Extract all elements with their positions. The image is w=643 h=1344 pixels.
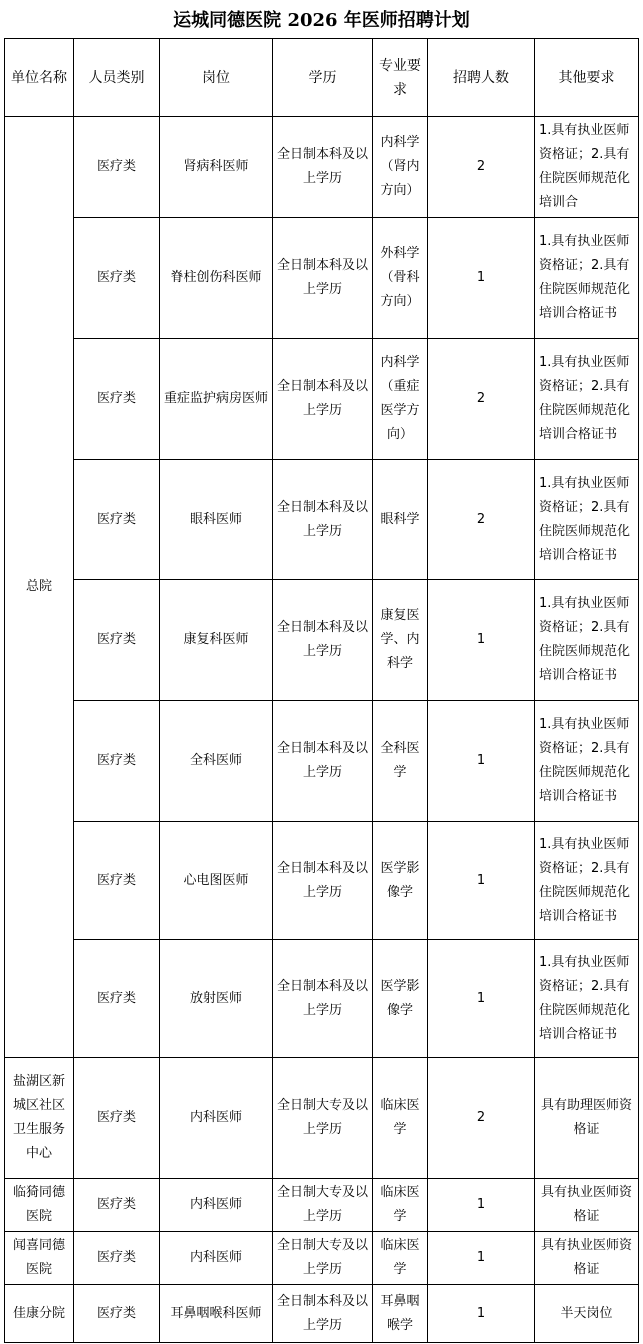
count-cell: 1 [428, 940, 535, 1058]
position-cell: 放射医师 [160, 940, 273, 1058]
unit-cell: 盐湖区新城区社区卫生服务中心 [5, 1058, 74, 1179]
header-education: 学历 [273, 39, 373, 117]
position-cell: 眼科医师 [160, 460, 273, 580]
table-row [5, 117, 639, 218]
category-cell: 医疗类 [74, 940, 160, 1058]
other-requirements-cell: 1.具有执业医师资格证；2.具有住院医师规范化培训合格证书 [535, 701, 639, 822]
major-cell: 眼科学 [373, 460, 428, 580]
header-category: 人员类别 [74, 39, 160, 117]
other-requirements-cell: 具有助理医师资格证 [535, 1058, 639, 1179]
header-other: 其他要求 [535, 39, 639, 117]
category-cell: 医疗类 [74, 701, 160, 822]
table-row [5, 822, 639, 940]
other-requirements-cell: 1.具有执业医师资格证；2.具有住院医师规范化培训合格证书 [535, 940, 639, 1058]
count-cell: 2 [428, 117, 535, 218]
position-cell: 内科医师 [160, 1232, 273, 1285]
table-row [5, 701, 639, 822]
category-cell: 医疗类 [74, 1232, 160, 1285]
category-cell: 医疗类 [74, 218, 160, 339]
other-requirements-cell: 1.具有执业医师资格证；2.具有住院医师规范化培训合格证书 [535, 218, 639, 339]
other-requirements-cell: 1.具有执业医师资格证；2.具有住院医师规范化培训合格证书 [535, 339, 639, 460]
other-requirements-cell: 1.具有执业医师资格证；2.具有住院医师规范化培训合格证书 [535, 580, 639, 701]
count-cell: 1 [428, 580, 535, 701]
count-cell: 1 [428, 218, 535, 339]
category-cell: 医疗类 [74, 1179, 160, 1232]
header-row [5, 39, 639, 117]
education-cell: 全日制本科及以上学历 [273, 460, 373, 580]
count-cell: 2 [428, 460, 535, 580]
count-cell: 1 [428, 822, 535, 940]
table-row [5, 1058, 639, 1179]
position-cell: 重症监护病房医师 [160, 339, 273, 460]
table-row [5, 1285, 639, 1343]
other-requirements-cell: 半天岗位 [535, 1285, 639, 1343]
education-cell: 全日制本科及以上学历 [273, 822, 373, 940]
position-cell: 心电图医师 [160, 822, 273, 940]
header-position: 岗位 [160, 39, 273, 117]
education-cell: 全日制大专及以上学历 [273, 1058, 373, 1179]
position-cell: 内科医师 [160, 1179, 273, 1232]
position-cell: 耳鼻咽喉科医师 [160, 1285, 273, 1343]
unit-cell: 临猗同德医院 [5, 1179, 74, 1232]
category-cell: 医疗类 [74, 1285, 160, 1343]
category-cell: 医疗类 [74, 339, 160, 460]
count-cell: 1 [428, 1179, 535, 1232]
education-cell: 全日制本科及以上学历 [273, 218, 373, 339]
major-cell: 临床医学 [373, 1179, 428, 1232]
category-cell: 医疗类 [74, 580, 160, 701]
major-cell: 耳鼻咽喉学 [373, 1285, 428, 1343]
page-title: 运城同德医院 2026 年医师招聘计划 [173, 10, 470, 31]
table-row [5, 339, 639, 460]
count-cell: 2 [428, 339, 535, 460]
education-cell: 全日制本科及以上学历 [273, 940, 373, 1058]
category-cell: 医疗类 [74, 1058, 160, 1179]
category-cell: 医疗类 [74, 117, 160, 218]
major-cell: 康复医学、内科学 [373, 580, 428, 701]
education-cell: 全日制大专及以上学历 [273, 1179, 373, 1232]
table-row [5, 218, 639, 339]
table-row [5, 460, 639, 580]
count-cell: 2 [428, 1058, 535, 1179]
major-cell: 临床医学 [373, 1058, 428, 1179]
education-cell: 全日制本科及以上学历 [273, 701, 373, 822]
header-unit: 单位名称 [5, 39, 74, 117]
other-requirements-cell: 1.具有执业医师资格证；2.具有住院医师规范化培训合格证书 [535, 460, 639, 580]
education-cell: 全日制本科及以上学历 [273, 339, 373, 460]
position-cell: 内科医师 [160, 1058, 273, 1179]
unit-cell: 总院 [5, 117, 74, 1058]
major-cell: 内科学（重症医学方向） [373, 339, 428, 460]
position-cell: 脊柱创伤科医师 [160, 218, 273, 339]
position-cell: 全科医师 [160, 701, 273, 822]
major-cell: 医学影像学 [373, 940, 428, 1058]
table-row [5, 580, 639, 701]
position-cell: 肾病科医师 [160, 117, 273, 218]
count-cell: 1 [428, 1232, 535, 1285]
education-cell: 全日制大专及以上学历 [273, 1232, 373, 1285]
other-requirements-cell: 1.具有执业医师资格证；2.具有住院医师规范化培训合格证书 [535, 822, 639, 940]
header-count: 招聘人数 [428, 39, 535, 117]
unit-cell: 佳康分院 [5, 1285, 74, 1343]
major-cell: 临床医学 [373, 1232, 428, 1285]
category-cell: 医疗类 [74, 822, 160, 940]
unit-cell: 闻喜同德医院 [5, 1232, 74, 1285]
table-row [5, 1232, 639, 1285]
count-cell: 1 [428, 701, 535, 822]
header-major: 专业要求 [373, 39, 428, 117]
other-requirements-cell: 1.具有执业医师资格证；2.具有住院医师规范化培训合 [535, 117, 639, 218]
major-cell: 外科学（骨科方向） [373, 218, 428, 339]
major-cell: 内科学（肾内方向） [373, 117, 428, 218]
education-cell: 全日制本科及以上学历 [273, 1285, 373, 1343]
other-requirements-cell: 具有执业医师资格证 [535, 1179, 639, 1232]
education-cell: 全日制本科及以上学历 [273, 580, 373, 701]
count-cell: 1 [428, 1285, 535, 1343]
major-cell: 医学影像学 [373, 822, 428, 940]
table-row [5, 1179, 639, 1232]
recruitment-table [4, 38, 639, 1343]
major-cell: 全科医学 [373, 701, 428, 822]
category-cell: 医疗类 [74, 460, 160, 580]
other-requirements-cell: 具有执业医师资格证 [535, 1232, 639, 1285]
table-row [5, 940, 639, 1058]
position-cell: 康复科医师 [160, 580, 273, 701]
education-cell: 全日制本科及以上学历 [273, 117, 373, 218]
